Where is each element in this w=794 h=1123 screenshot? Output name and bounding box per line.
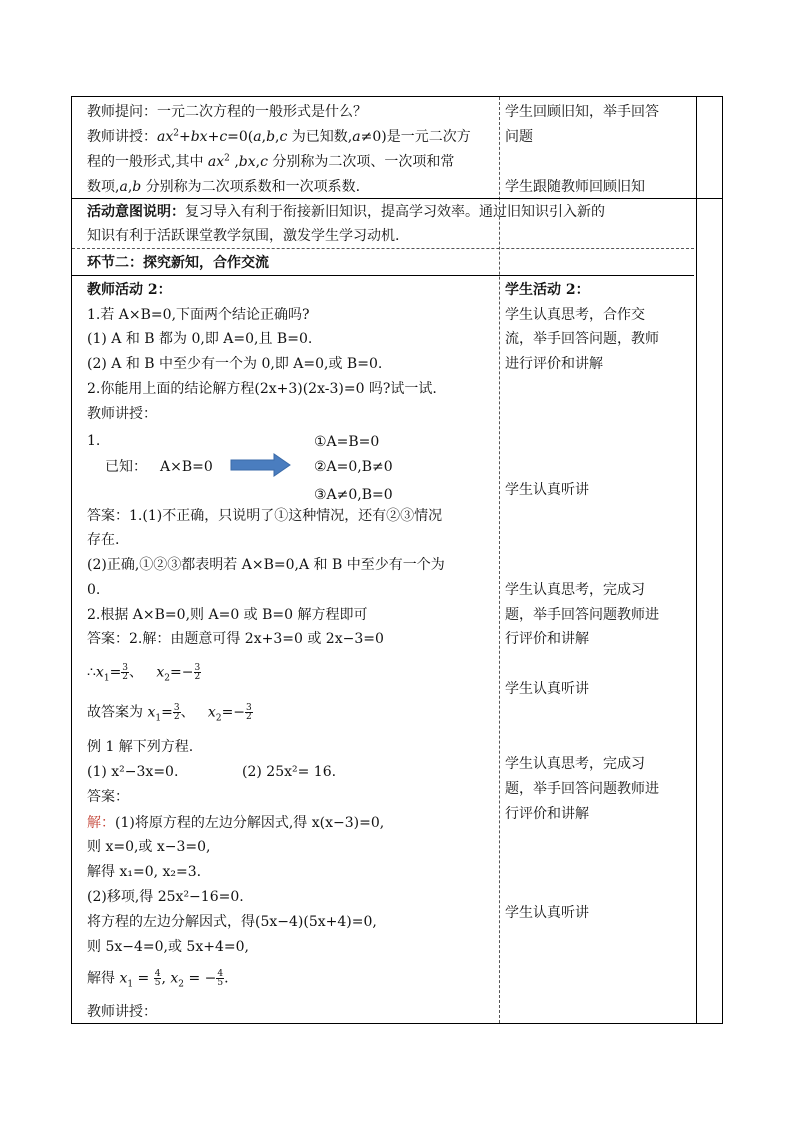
- solution-step-1: 解：(1)将原方程的左边分解因式,得 x(x−3)=0,: [87, 815, 385, 831]
- activity-intent-line1: 活动意图说明：复习导入有利于衔接新旧知识，提高学习效率。通过旧知识引入新的: [87, 204, 605, 220]
- student-review: 学生回顾旧知，举手回答: [505, 104, 659, 120]
- solution-step-2: 则 x=0,或 x−3=0,: [87, 839, 211, 855]
- example-1b: (2) 25x²= 16.: [242, 764, 337, 780]
- teacher-lecture-line2: 程的一般形式,其中 $ax^2$ ,bx,c 分别称为二次项、一次项和常: [87, 153, 455, 170]
- student-exercise-line: 学生认真思考，完成习: [505, 582, 645, 598]
- section-title: 环节二：探究新知，合作交流: [87, 255, 269, 271]
- row-divider: [72, 198, 722, 199]
- lesson-plan-table: [71, 96, 723, 1024]
- case-2: ②A=0,B≠0: [314, 459, 393, 475]
- solution-step-6: 则 5x−4=0,或 5x+4=0,: [87, 939, 249, 955]
- student-follow: 学生跟随教师回顾旧知: [505, 179, 645, 195]
- column-divider-dashed: [499, 97, 500, 1023]
- arrow-right-icon: [230, 453, 292, 477]
- student-exercise-line: 题，举手回答问题教师进: [505, 781, 659, 797]
- teacher-lecture-line1: 教师讲授：$ax^2+bx+c=0(a,b,c$ 为已知数,a≠0)是一元二次方: [87, 128, 471, 145]
- question-2: 2.你能用上面的结论解方程(2x+3)(2x-3)=0 吗?试一试.: [87, 381, 437, 397]
- answer-2: (2)正确,①②③都表明若 A×B=0,A 和 B 中至少有一个为: [87, 557, 445, 573]
- student-exercise-line: 行评价和讲解: [505, 631, 589, 647]
- known-expr: A×B=0: [160, 459, 213, 475]
- teacher-lecture-label-2: 教师讲授：: [87, 1004, 157, 1020]
- answer-3: 2.根据 A×B=0,则 A=0 或 B=0 解方程即可: [87, 607, 368, 623]
- question-1b: (2) A 和 B 中至少有一个为 0,即 A=0,或 B=0.: [87, 356, 383, 372]
- answer-1: 答案：1.(1)不正确，只说明了①这种情况，还有②③情况: [87, 508, 443, 524]
- answer-4: 答案：2.解：由题意可得 2x+3=0 或 2x−3=0: [87, 631, 384, 647]
- student-listen: 学生认真听讲: [505, 905, 589, 921]
- teacher-lecture-line3: 数项,a,b 分别称为二次项系数和一次项系数.: [87, 179, 361, 195]
- item-number: 1.: [87, 433, 101, 449]
- teacher-question: 教师提问：一元二次方程的一般形式是什么？: [87, 104, 367, 120]
- student-listen: 学生认真听讲: [505, 681, 589, 697]
- example-1a: (1) x²−3x=0.: [87, 764, 179, 780]
- question-1: 1.若 A×B=0,下面两个结论正确吗?: [87, 307, 310, 323]
- teacher-activity-title: 教师活动 2：: [87, 282, 172, 298]
- student-activity-line: 流，举手回答问题，教师: [505, 331, 659, 347]
- student-activity-title: 学生活动 2：: [505, 282, 590, 298]
- column-divider-right: [696, 97, 697, 1023]
- answer-1-cont: 存在.: [87, 532, 120, 548]
- student-review-cont: 问题: [505, 129, 533, 145]
- answer-label: 答案：: [87, 789, 129, 805]
- solution-line: $\therefore x_1=$ $\frac{3}{2}$ 、 $x_2=-$ $\frac{3}{2}$: [87, 663, 201, 684]
- example-1: 例 1 解下列方程.: [87, 739, 194, 755]
- solution-step-4: (2)移项,得 25x²−16=0.: [87, 889, 244, 905]
- case-3: ③A≠0,B=0: [314, 487, 393, 503]
- student-activity-line: 学生认真思考，合作交: [505, 307, 645, 323]
- row-divider: [72, 275, 694, 276]
- solution-step-5: 将方程的左边分解因式，得(5x−4)(5x+4)=0,: [87, 914, 377, 930]
- student-exercise-line: 题，举手回答问题教师进: [505, 607, 659, 623]
- student-listen: 学生认真听讲: [505, 482, 589, 498]
- case-1: ①A=B=0: [314, 434, 380, 450]
- student-exercise-line: 行评价和讲解: [505, 806, 589, 822]
- row-divider: [72, 248, 694, 249]
- solution-step-3: 解得 x₁=0, x₂=3.: [87, 864, 202, 880]
- solution-step-7: 解得 $x_1$ = $\frac{4}{5}$ , $x_2$ = − $\frac{4}{5}$ .: [87, 969, 229, 990]
- teacher-lecture-label: 教师讲授：: [87, 406, 157, 422]
- activity-intent-line2: 知识有利于活跃课堂教学氛围，激发学生学习动机.: [87, 228, 400, 244]
- student-exercise-line: 学生认真思考，完成习: [505, 756, 645, 772]
- answer-2-cont: 0.: [87, 582, 101, 598]
- student-activity-line: 进行评价和讲解: [505, 356, 603, 372]
- final-answer: 故答案为 $x_1=$ $\frac{3}{2}$ 、 $x_2=-$ $\frac{3}{2}$: [87, 703, 252, 724]
- known-label: 已知：: [105, 459, 147, 475]
- question-1a: (1) A 和 B 都为 0,即 A=0,且 B=0.: [87, 331, 313, 347]
